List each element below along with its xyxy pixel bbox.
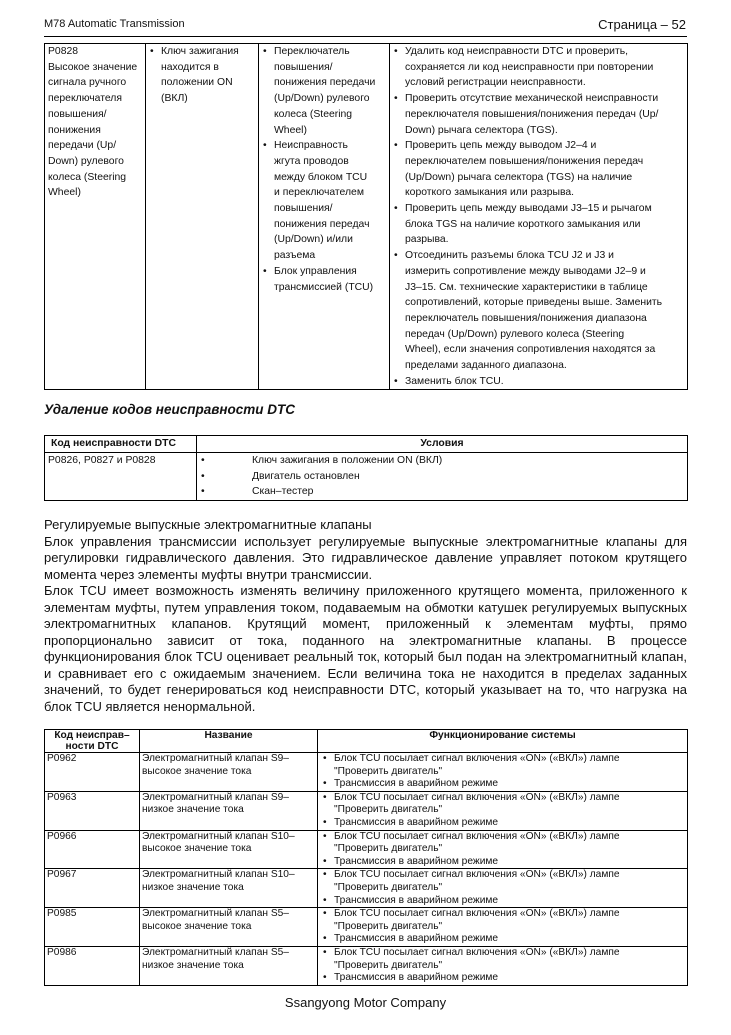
dtc-clear-table bbox=[44, 435, 688, 501]
causes-cell bbox=[259, 44, 390, 390]
header-rule bbox=[44, 36, 687, 37]
body-text bbox=[44, 517, 687, 715]
table-header-row bbox=[45, 436, 688, 453]
list-item: • Блок TCU посылает сигнал включения «ON» («ВКЛ») лампе "Проверить двигатель" bbox=[322, 869, 685, 894]
list-item: • Блок TCU посылает сигнал включения «ON» («ВКЛ») лампе "Проверить двигатель" bbox=[322, 792, 685, 817]
table-row bbox=[45, 453, 688, 501]
page-header bbox=[44, 18, 686, 36]
table-row bbox=[45, 791, 688, 830]
dtc-p0828-table bbox=[44, 43, 688, 390]
column-header: Название bbox=[140, 730, 318, 753]
paragraph-heading: Регулируемые выпускные электромагнитные клапаны bbox=[44, 517, 372, 532]
table-row bbox=[45, 946, 688, 985]
document-title: M78 Automatic Transmission bbox=[44, 18, 185, 30]
function-cell bbox=[318, 946, 688, 985]
condition-cell bbox=[197, 453, 688, 501]
function-cell bbox=[318, 869, 688, 908]
dtc-code-line: сигнала ручного bbox=[48, 77, 127, 89]
function-cell bbox=[318, 791, 688, 830]
table-row bbox=[45, 753, 688, 792]
dtc-code-line: Wheel) bbox=[48, 187, 81, 199]
list-item: • Удалить код неисправности DTC и проверить, сохраняется ли код неисправности при повторении условий регистрации неисправности. bbox=[393, 44, 684, 91]
dtc-code-cell: P0967 bbox=[45, 869, 140, 908]
list-item: • Блок TCU посылает сигнал включения «ON» («ВКЛ») лампе "Проверить двигатель" bbox=[322, 908, 685, 933]
function-cell bbox=[318, 753, 688, 792]
page-footer: Ssangyong Motor Company bbox=[284, 995, 447, 1010]
list-item: • Блок TCU посылает сигнал включения «ON» («ВКЛ») лампе "Проверить двигатель" bbox=[322, 947, 685, 972]
list-item: • Скан–тестер bbox=[200, 484, 684, 500]
list-item: • Блок TCU посылает сигнал включения «ON» («ВКЛ») лампе "Проверить двигатель" bbox=[322, 831, 685, 856]
dtc-code-line: P0828 bbox=[48, 46, 79, 57]
dtc-code-cell bbox=[45, 44, 146, 390]
list-item: • Блок управления трансмиссией (TCU) bbox=[262, 264, 386, 295]
list-item: • Трансмиссия в аварийном режиме bbox=[322, 933, 685, 946]
dtc-code-line: переключателя bbox=[48, 93, 122, 105]
list-item: • Заменить блок TCU. bbox=[393, 374, 684, 390]
section-title: Удаление кодов неисправности DTC bbox=[44, 402, 296, 417]
list-item: • Отсоединить разъемы блока TCU J2 и J3 и измерить сопротивление между выводами J2–9 и J3–15. См. технические характеристики в таблице сопротивлений, которые приведены выше. Заменить переключатель повышения/понижения диапазона передач (Up/Down) рулевого колеса (Steering Wheel), если значения сопротивления находятся за пределами заданного диапазона. bbox=[393, 248, 684, 374]
dtc-code-line: Высокое значение bbox=[48, 61, 138, 73]
condition-cell bbox=[146, 44, 259, 390]
list-item: • Трансмиссия в аварийном режиме bbox=[322, 856, 685, 869]
table-row bbox=[45, 869, 688, 908]
name-cell: Электромагнитный клапан S9– низкое значение тока bbox=[140, 791, 318, 830]
table-row bbox=[45, 44, 688, 390]
dtc-code-line: колеса (Steering bbox=[48, 171, 127, 183]
list-item: • Трансмиссия в аварийном режиме bbox=[322, 895, 685, 908]
page-number: Страница – 52 bbox=[598, 17, 686, 32]
column-header: Код неисправ–ности DTC bbox=[45, 730, 140, 753]
dtc-code-cell: P0826, P0827 и P0828 bbox=[45, 453, 197, 501]
list-item: • Проверить цепь между выводом J2–4 и переключателем повышения/понижения передач (Up/Down) рычага селектора (TGS) на наличие короткого замыкания или разрыва. bbox=[393, 138, 684, 201]
dtc-code-cell: P0963 bbox=[45, 791, 140, 830]
paragraph: Блок управления трансмиссии использует регулируемые выпускные электромагнитные клапаны для регулировки гидравлического давления. Это гидравлическое давление управляет потоком крутящего момента через элементы муфты внутри трансмиссии. bbox=[44, 533, 687, 582]
dtc-code-line: повышения/ bbox=[48, 108, 107, 120]
table-header-row bbox=[45, 730, 688, 753]
name-cell: Электромагнитный клапан S9– высокое значение тока bbox=[140, 753, 318, 792]
dtc-code-cell: P0962 bbox=[45, 753, 140, 792]
dtc-code-cell: P0986 bbox=[45, 946, 140, 985]
list-item: • Переключатель повышения/ понижения передачи (Up/Down) рулевого колеса (Steering Wheel) bbox=[262, 44, 386, 138]
column-header: Условия bbox=[197, 436, 688, 453]
name-cell: Электромагнитный клапан S10– высокое значение тока bbox=[140, 830, 318, 869]
table-row bbox=[45, 830, 688, 869]
solenoid-dtc-table bbox=[44, 729, 688, 986]
column-header: Функционирование системы bbox=[318, 730, 688, 753]
list-item: • Трансмиссия в аварийном режиме bbox=[322, 778, 685, 791]
dtc-code-cell: P0966 bbox=[45, 830, 140, 869]
actions-cell bbox=[390, 44, 688, 390]
list-item: • Ключ зажигания находится в положении ON (ВКЛ) bbox=[149, 44, 255, 107]
dtc-code-line: передачи (Up/ bbox=[48, 140, 117, 152]
list-item: • Ключ зажигания в положении ON (ВКЛ) bbox=[200, 453, 684, 469]
list-item: • Трансмиссия в аварийном режиме bbox=[322, 817, 685, 830]
name-cell: Электромагнитный клапан S5– высокое значение тока bbox=[140, 908, 318, 947]
list-item: • Трансмиссия в аварийном режиме bbox=[322, 972, 685, 985]
name-cell: Электромагнитный клапан S5– низкое значение тока bbox=[140, 946, 318, 985]
list-item: • Блок TCU посылает сигнал включения «ON» («ВКЛ») лампе "Проверить двигатель" bbox=[322, 753, 685, 778]
dtc-code-cell: P0985 bbox=[45, 908, 140, 947]
list-item: • Проверить цепь между выводами J3–15 и рычагом блока TGS на наличие короткого замыкания или разрыва. bbox=[393, 201, 684, 248]
column-header: Код неисправности DTC bbox=[45, 436, 197, 453]
function-cell bbox=[318, 830, 688, 869]
dtc-code-line: понижения bbox=[48, 124, 101, 136]
function-cell bbox=[318, 908, 688, 947]
name-cell: Электромагнитный клапан S10– низкое значение тока bbox=[140, 869, 318, 908]
list-item: • Неисправность жгута проводов между блоком TCU и переключателем повышения/ понижения передач (Up/Down) и/или разъема bbox=[262, 138, 386, 264]
list-item: • Двигатель остановлен bbox=[200, 469, 684, 485]
paragraph: Блок TCU имеет возможность изменять величину приложенного крутящего момента, приложенного к элементам муфты, путем управления током, подаваемым на обмотки катушек регулируемых выпускных электромагнитных клапанов. Крутящий момент, приложенный к элементам муфты, прямо пропорционально зависит от тока, поданного на электромагнитные клапаны. В процессе функционирования блок TCU оценивает реальный ток, который был подан на электромагнитный клапан, и сравнивает его с ожидаемым значением. Если величина тока не находится в пределах заданных значений, то будет генерироваться код неисправности DTC, который указывает на то, что нагрузка на блок TCU является ненормальной. bbox=[44, 583, 687, 714]
list-item: • Проверить отсутствие механической неисправности переключателя повышения/понижения передач (Up/ Down) рычага селектора (TGS). bbox=[393, 91, 684, 138]
table-row bbox=[45, 908, 688, 947]
dtc-code-line: Down) рулевого bbox=[48, 155, 124, 167]
